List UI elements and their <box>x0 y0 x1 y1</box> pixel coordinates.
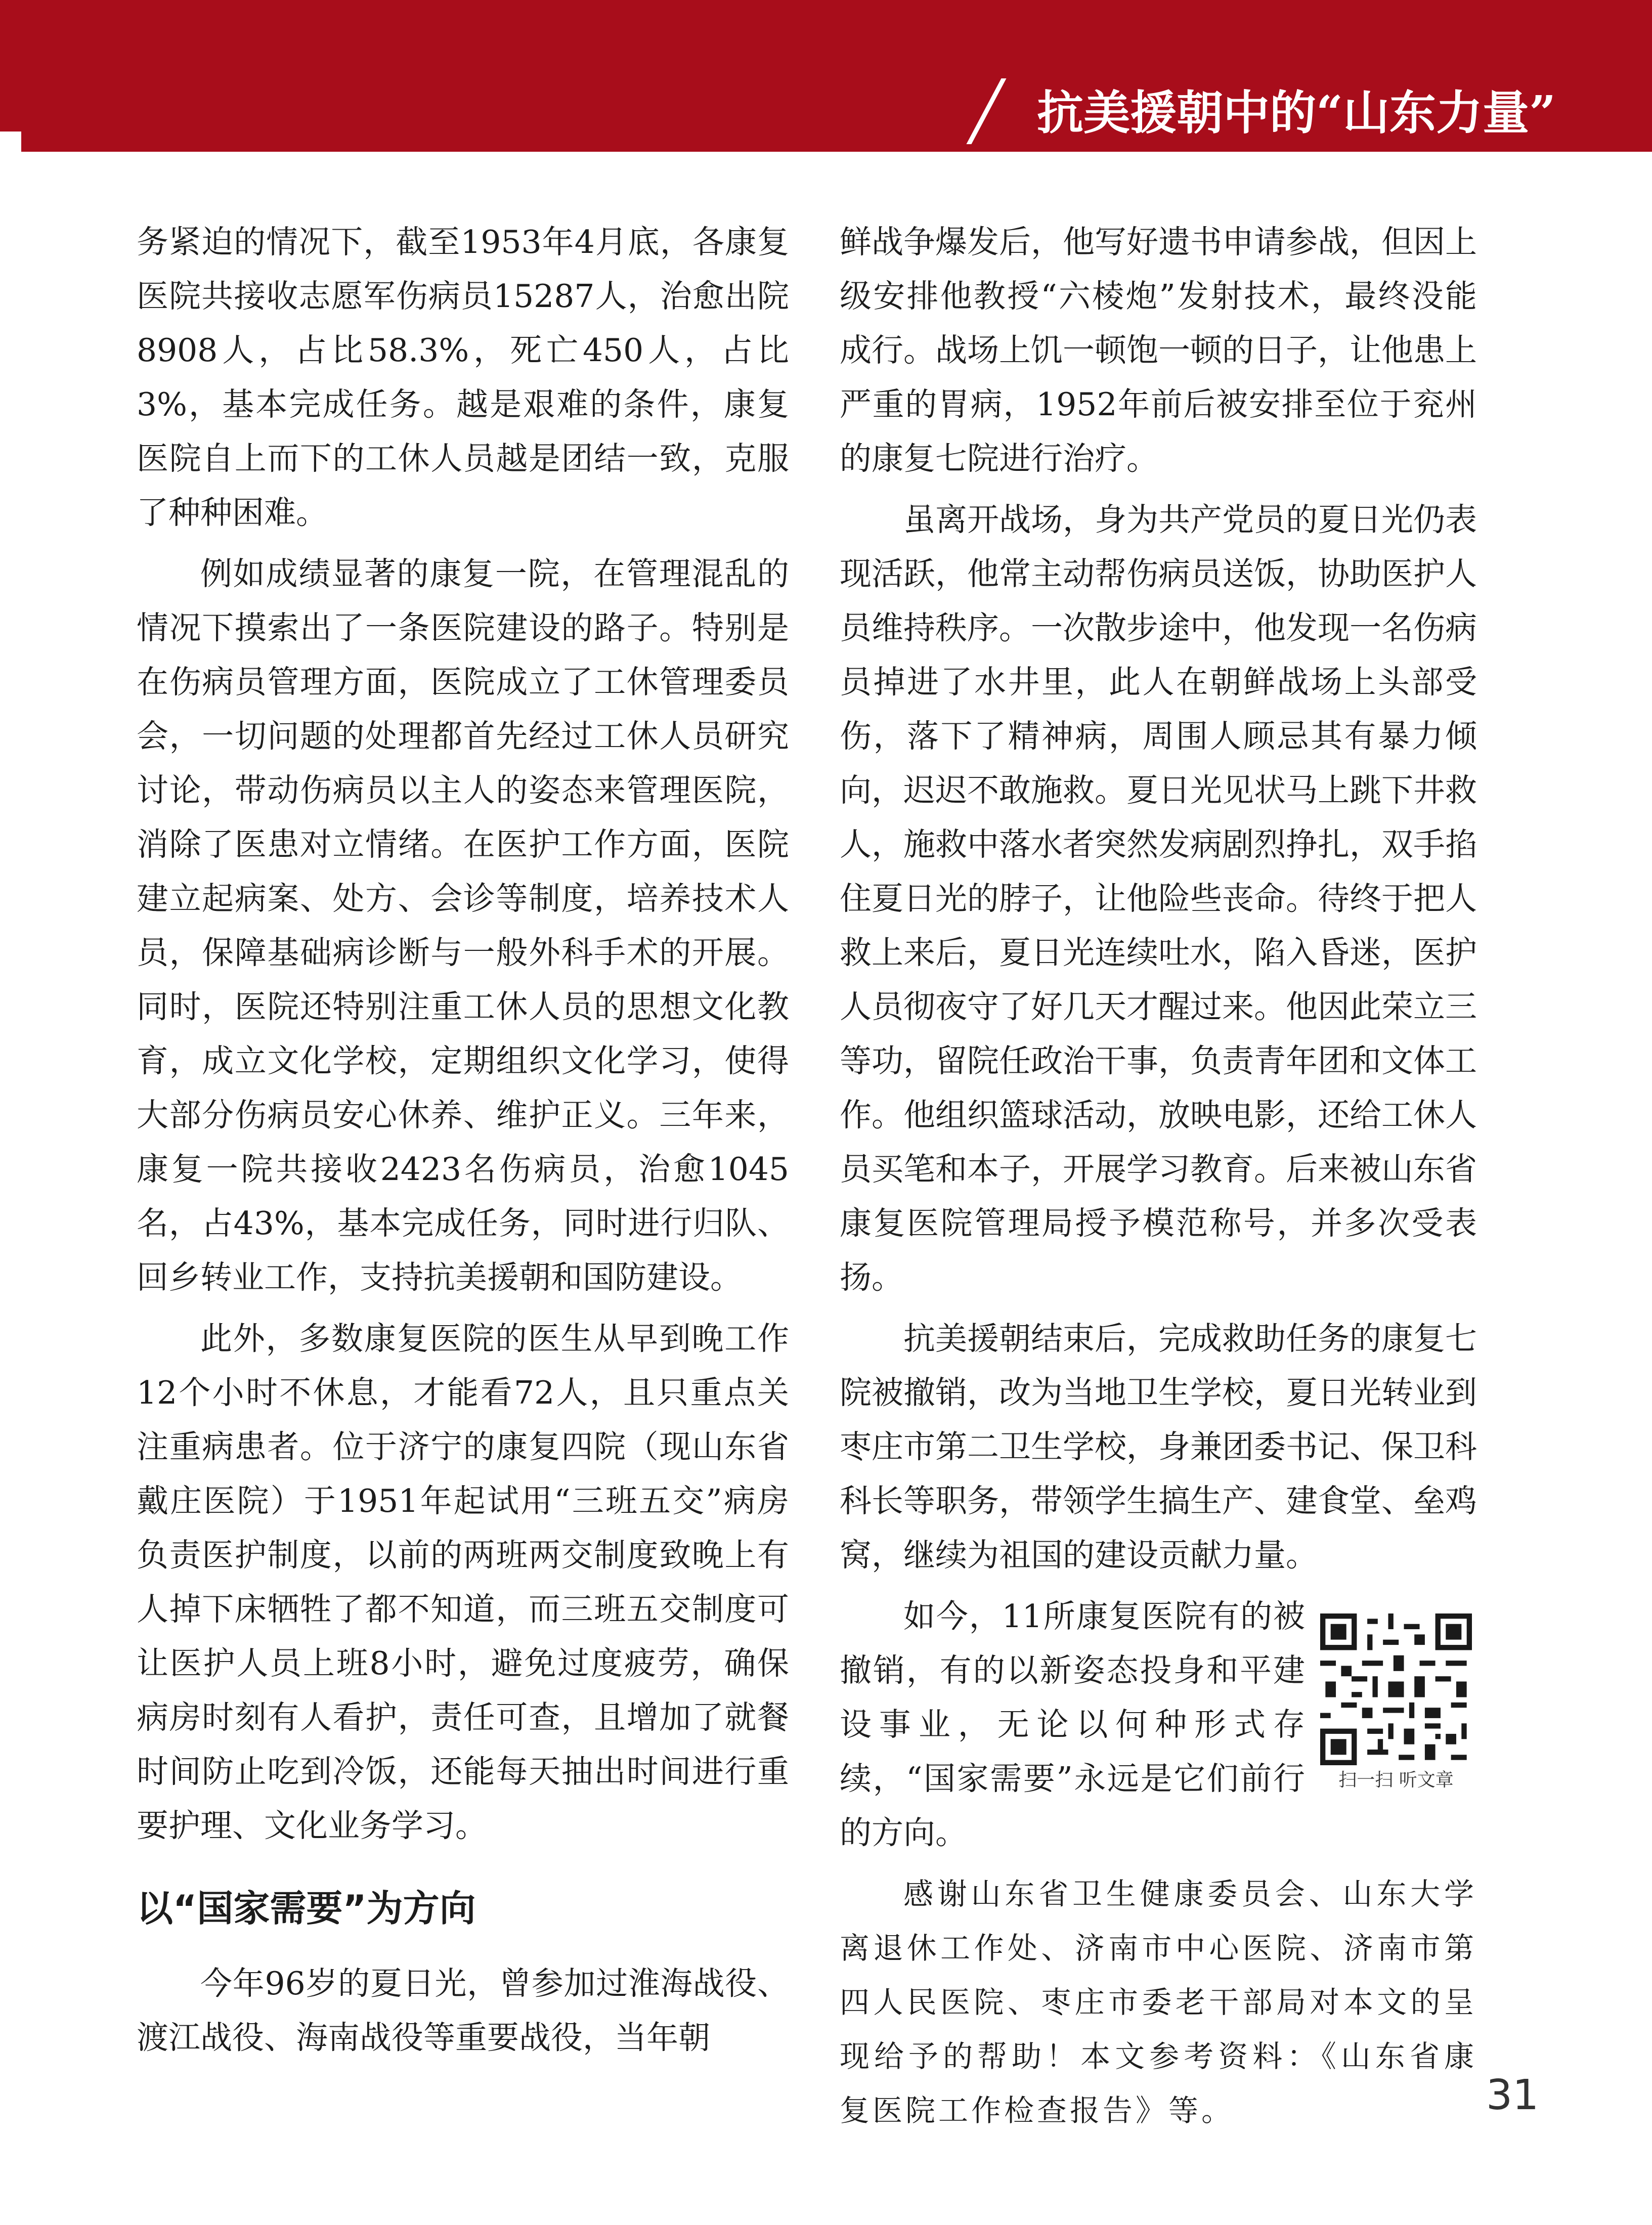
qr-paragraph-block <box>840 1589 1477 1860</box>
body-paragraph: 务紧迫的情况下，截至1953年4月底，各康复医院共接收志愿军伤病员15287人，治愈出院8908人，占比58.3%，死亡450人，占比3%，基本完成任务。越是艰难的条件，康复医院自上而下的工休人员越是团结一致，克服了种种困难。 <box>137 224 789 531</box>
page-number: 31 <box>1486 2071 1539 2119</box>
qr-caption: 扫一扫 听文章 <box>1338 1770 1454 1791</box>
body-paragraph: 例如成绩显著的康复一院，在管理混乱的情况下摸索出了一条医院建设的路子。特别是在伤病员管理方面，医院成立了工休管理委员会，一切问题的处理都首先经过工休人员研究讨论，带动伤病员以主人的姿态来管理医院，消除了医患对立情绪。在医护工作方面，医院建立起病案、处方、会诊等制度，培养技术人员，保障基础病诊断与一般外科手术的开展。同时，医院还特别注重工休人员的思想文化教育，成立文化学校，定期组织文化学习，使得大部分伤病员安心休养、维护正义。三年来，康复一院共接收2423名伤病员，治愈1045名，占43%，基本完成任务，同时进行归队、回乡转业工作，支持抗美援朝和国防建设。 <box>137 555 789 1296</box>
body-paragraph: 此外，多数康复医院的医生从早到晚工作12个小时不休息，才能看72人，且只重点关注重病患者。位于济宁的康复四院（现山东省戴庄医院）于1951年起试用“三班五交”病房负责医护制度，以前的两班两交制度致晚上有人掉下床牺牲了都不知道，而三班五交制度可让医护人员上班8小时，避免过度疲劳，确保病房时刻有人看护，责任可查，且增加了就餐时间防止吃到冷饭，还能每天抽出时间进行重要护理、文化业务学习。 <box>137 1320 789 1844</box>
body-paragraph: 今年96岁的夏日光，曾参加过淮海战役、渡江战役、海南战役等重要战役，当年朝 <box>137 1965 789 2056</box>
body-paragraph: 如今，11所康复医院有的被撤销，有的以新姿态投身和平建设事业，无论以何种形式存续，“国家需要”永远是它们前行的方向。 <box>840 1598 1305 1851</box>
section-heading: 以“国家需要”为方向 <box>137 1887 476 1930</box>
body-paragraph: 抗美援朝结束后，完成救助任务的康复七院被撤销，改为当地卫生学校，夏日光转业到枣庄市第二卫生学校，身兼团委书记、保卫科科长等职务，带领学生搞生产、建食堂、垒鸡窝，继续为祖国的建设贡献力量。 <box>840 1320 1477 1574</box>
acknowledgement: 感谢山东省卫生健康委员会、山东大学离退休工作处、济南市中心医院、济南市第四人民医院、枣庄市委老干部局对本文的呈现给予的帮助！本文参考资料：《山东省康复医院工作检查报告》等。 <box>840 1877 1477 2128</box>
body-paragraph: 虽离开战场，身为共产党员的夏日光仍表现活跃，他常主动帮伤病员送饭，协助医护人员维持秩序。一次散步途中，他发现一名伤病员掉进了水井里，此人在朝鲜战场上头部受伤，落下了精神病，周围人顾忌其有暴力倾向，迟迟不敢施救。夏日光见状马上跳下井救人，施救中落水者突然发病剧烈挣扎，双手掐住夏日光的脖子，让他险些丧命。待终于把人救上来后，夏日光连续吐水，陷入昏迷，医护人员彻夜守了好几天才醒过来。他因此荣立三等功，留院任政治干事，负责青年团和文体工作。他组织篮球活动，放映电影，还给工休人员买笔和本子，开展学习教育。后来被山东省康复医院管理局授予模范称号，并多次受表扬。 <box>840 501 1477 1296</box>
column-title: 抗美援朝中的“山东力量” <box>1037 85 1556 140</box>
qr-code-icon[interactable] <box>1320 1613 1472 1765</box>
body-paragraph: 鲜战争爆发后，他写好遗书申请参战，但因上级安排他教授“六棱炮”发射技术，最终没能成行。战场上饥一顿饱一顿的日子，让他患上严重的胃病，1952年前后被安排至位于兖州的康复七院进行治疗。 <box>840 224 1477 477</box>
right-column <box>840 215 1477 2137</box>
left-column <box>137 215 789 2065</box>
qr-block[interactable] <box>1315 1613 1477 1796</box>
header-notch <box>0 132 21 152</box>
